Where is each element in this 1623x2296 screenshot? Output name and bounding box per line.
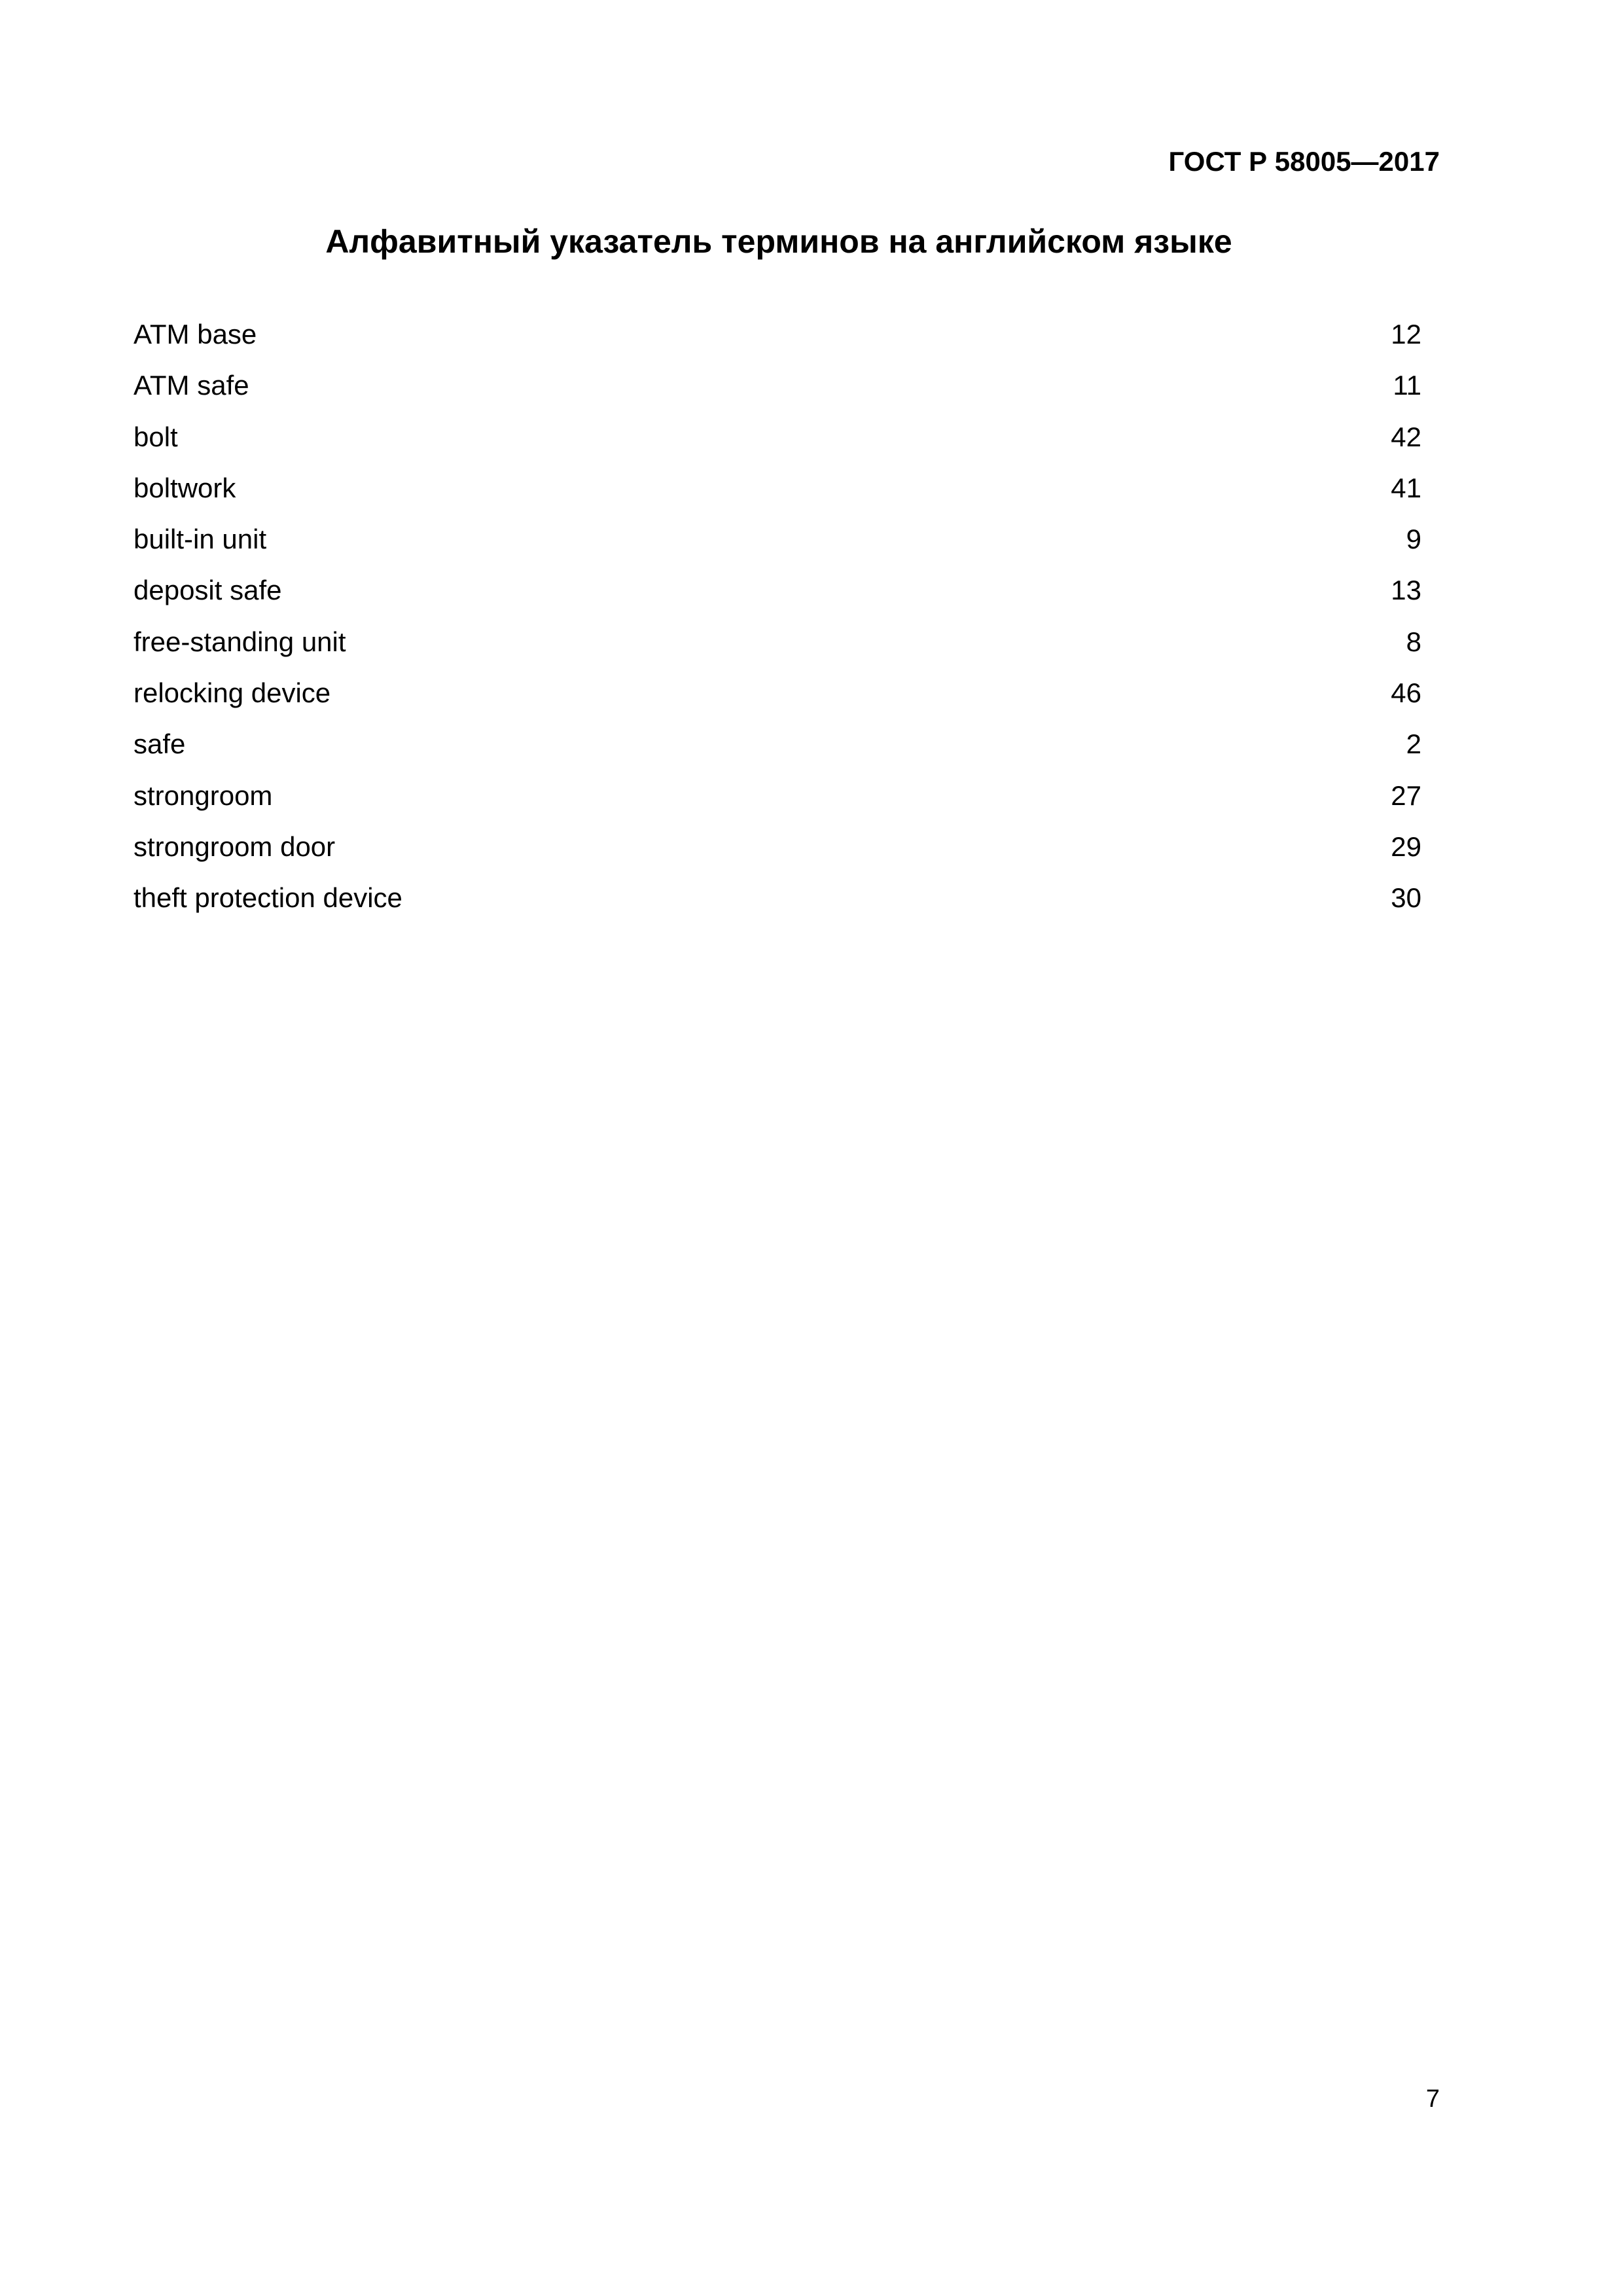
index-term: relocking device (134, 677, 331, 709)
index-term: free-standing unit (134, 626, 346, 657)
index-reference: 29 (1391, 831, 1421, 862)
index-entry (134, 520, 1421, 571)
index-term: bolt (134, 421, 178, 452)
index-entry (134, 623, 1421, 674)
index-entry (134, 315, 1421, 367)
index-entry (134, 367, 1421, 418)
index-term: ATM safe (134, 370, 249, 401)
index-reference: 2 (1406, 728, 1421, 760)
page-number: 7 (1425, 2085, 1440, 2113)
index-term: strongroom (134, 780, 273, 811)
index-reference: 11 (1393, 370, 1421, 401)
index-term: strongroom door (134, 831, 336, 862)
index-term: safe (134, 728, 186, 760)
index-entry (134, 725, 1421, 776)
index-entry (134, 674, 1421, 725)
index-entry (134, 828, 1421, 879)
index-reference: 12 (1391, 319, 1421, 350)
index-term: built-in unit (134, 524, 267, 555)
index-reference: 27 (1391, 780, 1421, 811)
index-term: ATM base (134, 319, 257, 350)
index-term: boltwork (134, 472, 236, 503)
index-reference: 9 (1406, 524, 1421, 555)
index-reference: 46 (1391, 677, 1421, 709)
index-reference: 30 (1391, 882, 1421, 914)
index-term: theft protection device (134, 882, 402, 914)
document-code: ГОСТ Р 58005—2017 (1168, 146, 1440, 177)
index-list (134, 315, 1421, 931)
index-reference: 41 (1391, 472, 1421, 503)
index-term: deposit safe (134, 575, 282, 606)
index-reference: 42 (1391, 421, 1421, 452)
index-entry (134, 418, 1421, 469)
index-title: Алфавитный указатель терминов на английском языке (325, 223, 1232, 260)
index-reference: 13 (1391, 575, 1421, 606)
index-entry (134, 879, 1421, 930)
index-entry (134, 777, 1421, 828)
index-entry (134, 469, 1421, 520)
index-reference: 8 (1406, 626, 1421, 657)
index-entry (134, 571, 1421, 622)
